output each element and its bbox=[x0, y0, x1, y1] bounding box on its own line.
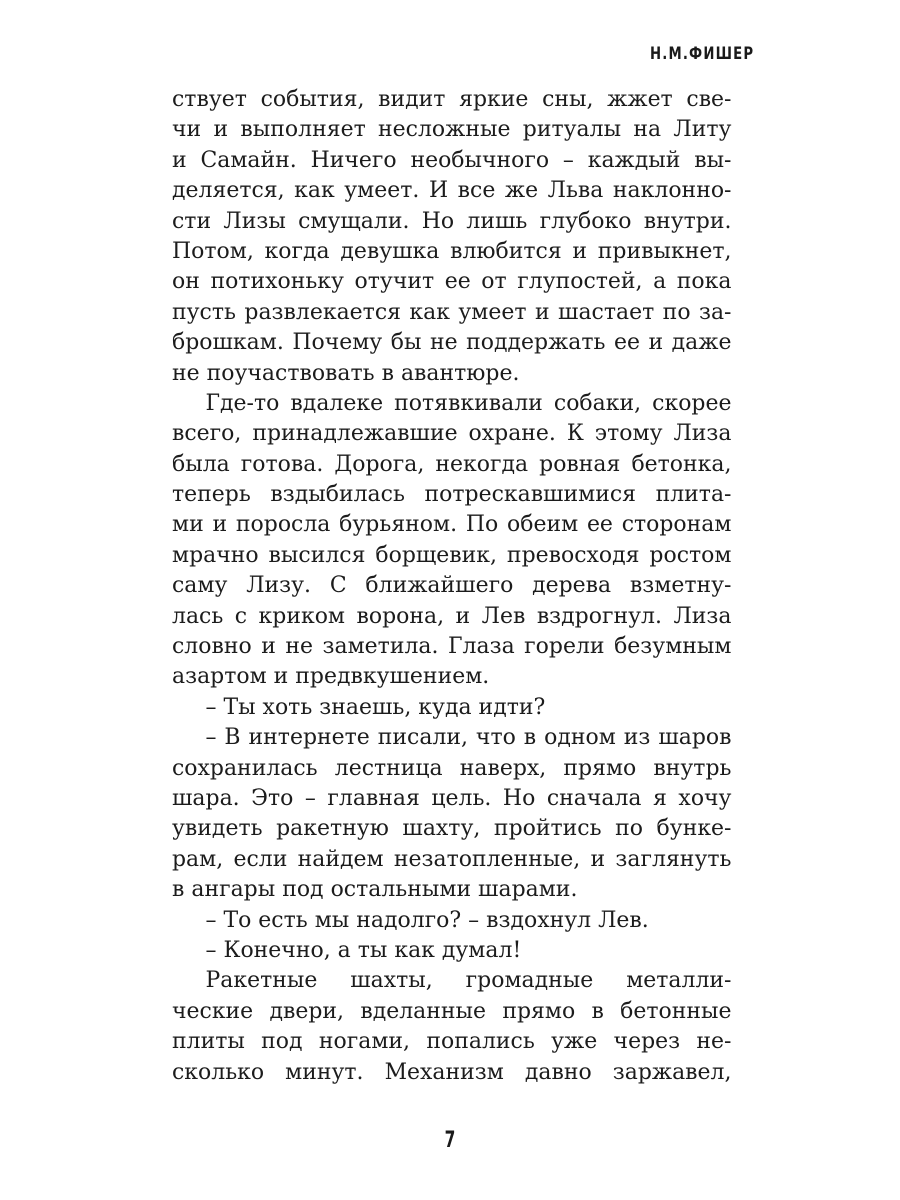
text-line: была готова. Дорога, некогда ровная бетонка, bbox=[172, 450, 732, 477]
text-line: – Конечно, а ты как думал! bbox=[205, 936, 522, 963]
text-line: чи и выполняет несложные ритуалы на Литу bbox=[172, 116, 732, 143]
text-line: лась с криком ворона, и Лев вздрогнул. Лиза bbox=[172, 602, 732, 629]
text-line: сти Лизы смущали. Но лишь глубоко внутри. bbox=[172, 207, 732, 234]
text-line: Ракетные шахты, громадные металли- bbox=[205, 967, 732, 994]
text-line: саму Лизу. С ближайшего дерева взметну- bbox=[172, 572, 732, 599]
body-text bbox=[172, 84, 740, 1087]
page-number: 7 bbox=[444, 1128, 456, 1153]
text-line: ми и поросла бурьяном. По обеим ее сторонам bbox=[172, 511, 732, 538]
text-line: – В интернете писали, что в одном из шаров bbox=[205, 724, 732, 751]
text-line: пусть развлекается как умеет и шастает по за- bbox=[172, 298, 732, 325]
text-line: деляется, как умеет. И все же Льва наклонно- bbox=[172, 177, 732, 204]
text-line: он потихоньку отучит ее от глупостей, а пока bbox=[172, 268, 732, 295]
text-line: мрачно высился борщевик, превосходя ростом bbox=[172, 541, 732, 568]
running-head-author: Н.М.ФИШЕР bbox=[650, 44, 755, 64]
text-line: брошкам. Почему бы не поддержать ее и даже bbox=[172, 329, 732, 356]
text-line: сохранилась лестница наверх, прямо внутрь bbox=[172, 754, 732, 781]
text-line: азартом и предвкушением. bbox=[172, 663, 490, 690]
text-line: рам, если найдем незатопленные, и заглянуть bbox=[172, 845, 732, 872]
text-line: в ангары под остальными шарами. bbox=[172, 876, 578, 903]
text-line: ческие двери, вделанные прямо в бетонные bbox=[172, 997, 732, 1024]
text-line: не поучаствовать в авантюре. bbox=[172, 359, 520, 386]
text-line: – То есть мы надолго? – вздохнул Лев. bbox=[205, 906, 649, 933]
text-line: теперь вздыбилась потрескавшимися плита- bbox=[172, 481, 732, 508]
text-line: Потом, когда девушка влюбится и привыкнет, bbox=[172, 237, 732, 264]
text-line: и Самайн. Ничего необычного – каждый вы- bbox=[172, 146, 732, 173]
text-line: сколько минут. Механизм давно заржавел, bbox=[172, 1058, 732, 1085]
text-line: – Ты хоть знаешь, куда идти? bbox=[205, 693, 546, 720]
text-line: Где-то вдалеке потявкивали собаки, скорее bbox=[205, 389, 732, 416]
text-line: всего, принадлежавшие охране. К этому Лиза bbox=[172, 420, 732, 447]
text-line: шара. Это – главная цель. Но сначала я хочу bbox=[172, 784, 732, 811]
text-line: словно и не заметила. Глаза горели безумным bbox=[172, 633, 732, 660]
text-line: увидеть ракетную шахту, пройтись по бунке- bbox=[172, 815, 732, 842]
text-line: плиты под ногами, попались уже через не- bbox=[172, 1028, 732, 1055]
text-line: ствует события, видит яркие сны, жжет све- bbox=[172, 86, 732, 112]
